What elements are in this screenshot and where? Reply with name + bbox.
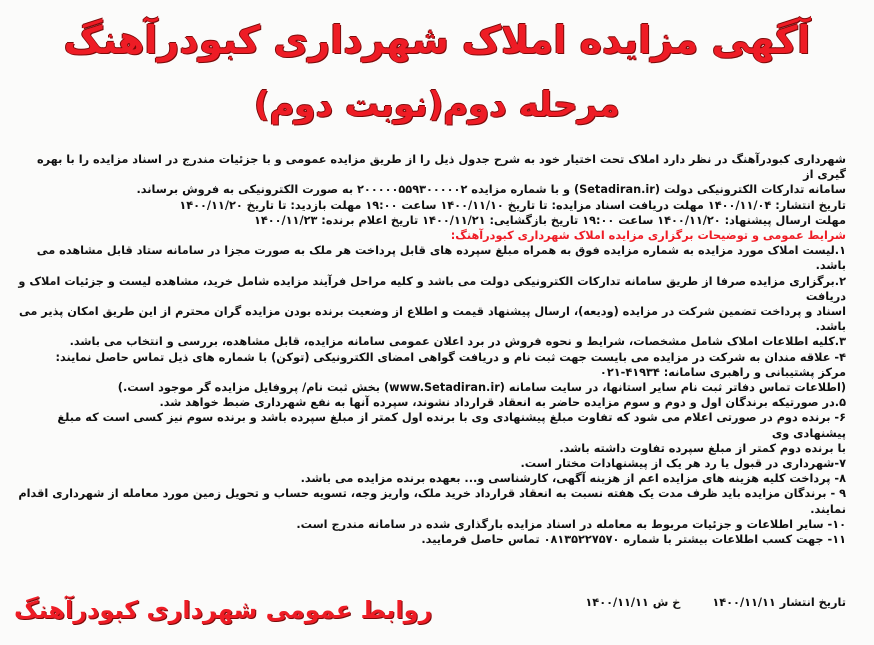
- intro-line: شهرداری کبودرآهنگ در نظر دارد املاک تحت اختیار خود به شرح جدول ذیل را از طریق مزایده عمومی و با جزئیات مندرج در اسناد مزایده را با بهره گیری از: [36, 153, 846, 182]
- rule-item: ۵.در صورتیکه برندگان اول و دوم و سوم مزایده حاضر به انعقاد قرارداد نشوند، سپرده آنها به نفع شهرداری ضبط خواهد شد.: [159, 396, 846, 410]
- rule-item: مرکز پشتیبانی و راهبری سامانه: ۴۱۹۳۴-۰۲۱: [599, 365, 846, 379]
- rule-item: ۶- برنده دوم در صورتی اعلام می شود که تفاوت مبلغ پیشنهادی وی با برنده اول کمتر از مبلغ سپرده باشد و برنده سوم نیز کسی است که مبلغ پیشنهادی وی: [57, 411, 846, 440]
- rule-item: ۸- پرداخت کلیه هزینه های مزایده اعم از هزینه آگهی، کارشناسی و... بعهده برنده مزایده می باشد.: [300, 472, 846, 486]
- rule-item: (اطلاعات تماس دفاتر ثبت نام سایر استانها، در سایت سامانه (www.Setadiran.ir) بخش ثبت نام/ پروفایل مزایده گر موجود است.): [117, 381, 846, 395]
- rule-item: اسناد و پرداخت تضمین شرکت در مزایده (ودیعه)، ارسال پیشنهاد قیمت و اطلاع از وضعیت برنده بودن مزایده گران محترم از این طریق امکان پذیر می باشد.: [18, 305, 846, 334]
- rule-item: ۲.برگزاری مزایده صرفا از طریق سامانه تدارکات الکترونیکی دولت می باشد و کلیه مراحل فرآیند مزایده شامل خرید، مشاهده لیست و جزئیات املاک و دریافت: [18, 274, 846, 303]
- dates-line: تاریخ انتشار: ۱۴۰۰/۱۱/۰۴ مهلت دریافت اسناد مزایده: تا تاریخ ۱۴۰۰/۱۱/۱۰ ساعت ۱۹:۰۰ مهلت بازدید: تا تاریخ ۱۴۰۰/۱۱/۲۰: [179, 198, 846, 212]
- publication-info: [557, 596, 846, 609]
- ad-title: آگهی مزایده املاک شهرداری کبودرآهنگ: [63, 18, 811, 62]
- rule-item: با برنده دوم کمتر از مبلغ سپرده تفاوت داشته باشد.: [559, 441, 846, 455]
- rule-item: ۱.لیست املاک مورد مزایده به شماره مزایده فوق به همراه مبلغ سپرده های قابل پرداخت هر ملک به صورت مجزا در سامانه ستاد قابل مشاهده می باشد.: [36, 244, 846, 273]
- rules-heading: شرایط عمومی و توضیحات برگزاری مزایده املاک شهرداری کبودرآهنگ:: [450, 229, 846, 243]
- rule-item: ۷-شهرداری در قبول یا رد هر یک از پیشنهادات مختار است.: [520, 457, 846, 471]
- dates-line: مهلت ارسال پیشنهاد: ۱۴۰۰/۱۱/۲۰ ساعت ۱۹:۰۰ تاریخ بازگشایی: ۱۴۰۰/۱۱/۲۱ تاریخ اعلام برنده: ۱۴۰۰/۱۱/۲۳: [253, 213, 846, 227]
- publish-date: تاریخ انتشار ۱۴۰۰/۱۱/۱۱: [712, 596, 846, 609]
- reference-code: خ ش ۱۴۰۰/۱۱/۱۱: [585, 596, 681, 609]
- rule-item: ۳.کلیه اطلاعات املاک شامل مشخصات، شرایط و نحوه فروش در برد اعلان عمومی سامانه مزایده، قابل مشاهده، بررسی و انتخاب می باشد.: [69, 335, 846, 349]
- intro-line: سامانه تدارکات الکترونیکی دولت (Setadiran.ir) و با شماره مزایده ۲۰۰۰۰۰۵۵۹۳۰۰۰۰۰۲ به صورت الکترونیکی به فروش برساند.: [136, 183, 846, 197]
- ad-body: [14, 152, 846, 547]
- rule-item: ۱۰- سایر اطلاعات و جزئیات مربوط به معامله در اسناد مزایده بارگذاری شده در سامانه مندرج است.: [296, 517, 846, 531]
- rule-item: ۱۱- جهت کسب اطلاعات بیشتر با شماره ۰۸۱۳۵۲۲۷۵۷۰ تماس حاصل فرمایید.: [421, 533, 846, 547]
- rule-item: نمایند.: [810, 502, 846, 516]
- rule-item: ۴- علاقه مندان به شرکت در مزایده می بایست جهت ثبت نام و دریافت گواهی امضای الکترونیکی (توکن) با شماره های ذیل تماس حاصل نمایند:: [55, 350, 846, 364]
- ad-subtitle: مرحله دوم(نوبت دوم): [254, 85, 620, 125]
- signature: روابط عمومی شهرداری کبودرآهنگ: [14, 596, 433, 624]
- rule-item: ۹ - برندگان مزایده باید ظرف مدت یک هفته نسبت به انعقاد قرارداد خرید ملک، واریز وجه، تسویه حساب و تحویل زمین مورد معامله از شهرداری اقدام: [18, 487, 846, 501]
